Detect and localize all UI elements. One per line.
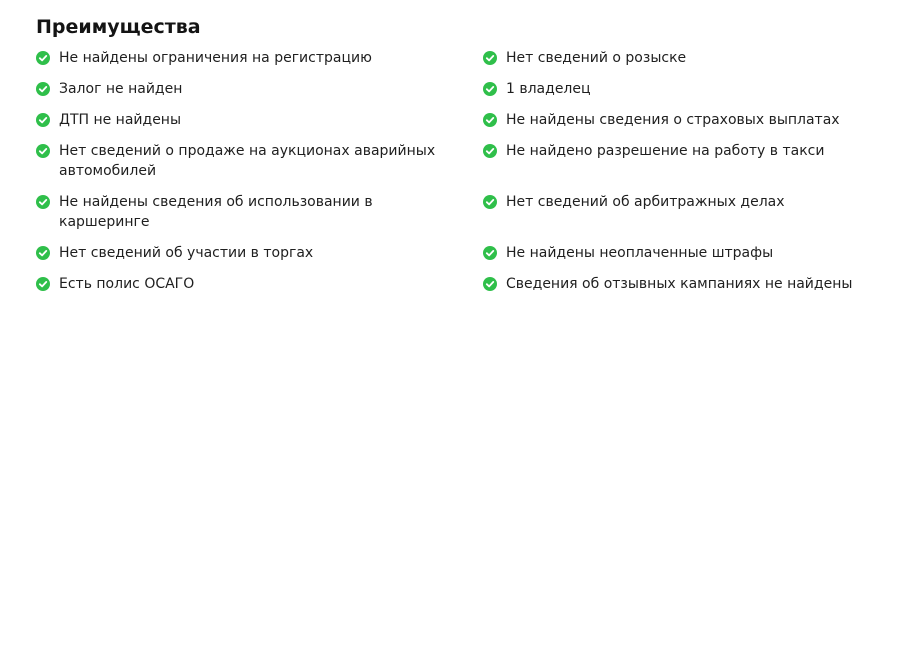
advantage-item <box>483 79 883 99</box>
advantage-label: Есть полис ОСАГО <box>59 276 195 292</box>
advantage-item <box>36 192 483 232</box>
check-circle-icon <box>36 195 50 209</box>
advantage-label: 1 владелец <box>506 81 591 97</box>
advantage-label: Не найдены ограничения на регистрацию <box>59 50 372 66</box>
check-circle-icon <box>36 277 50 291</box>
advantage-item <box>483 110 883 130</box>
check-circle-icon <box>36 82 50 96</box>
advantages-list <box>36 48 886 294</box>
advantage-label: Нет сведений об арбитражных делах <box>506 194 785 210</box>
advantage-item <box>483 48 883 68</box>
check-circle-icon <box>483 82 497 96</box>
advantage-item <box>483 141 883 181</box>
advantages-section <box>36 14 886 294</box>
advantage-label: Сведения об отзывных кампаниях не найдены <box>506 276 853 292</box>
advantage-label: Не найдены неоплаченные штрафы <box>506 245 774 261</box>
advantage-label: Нет сведений о продаже на аукционах аварийных автомобилей <box>59 143 436 179</box>
advantage-label: Нет сведений об участии в торгах <box>59 245 314 261</box>
advantage-item <box>483 274 883 294</box>
advantage-item <box>36 274 483 294</box>
section-title: Преимущества <box>36 16 201 38</box>
advantage-label: Не найдены сведения о страховых выплатах <box>506 112 840 128</box>
advantage-item <box>36 79 483 99</box>
check-circle-icon <box>483 144 497 158</box>
check-circle-icon <box>483 113 497 127</box>
advantage-label: Не найдено разрешение на работу в такси <box>506 143 825 159</box>
check-circle-icon <box>483 246 497 260</box>
advantage-item <box>483 192 883 232</box>
advantage-item <box>36 110 483 130</box>
advantage-item <box>36 141 483 181</box>
check-circle-icon <box>36 246 50 260</box>
check-circle-icon <box>36 144 50 158</box>
check-circle-icon <box>36 51 50 65</box>
check-circle-icon <box>483 195 497 209</box>
advantage-label: Не найдены сведения об использовании в каршеринге <box>59 194 373 230</box>
check-circle-icon <box>483 51 497 65</box>
check-circle-icon <box>36 113 50 127</box>
advantage-label: Нет сведений о розыске <box>506 50 687 66</box>
advantage-item <box>483 243 883 263</box>
advantage-item <box>36 48 483 68</box>
check-circle-icon <box>483 277 497 291</box>
advantage-label: Залог не найден <box>59 81 183 97</box>
advantage-item <box>36 243 483 263</box>
advantage-label: ДТП не найдены <box>59 112 182 128</box>
